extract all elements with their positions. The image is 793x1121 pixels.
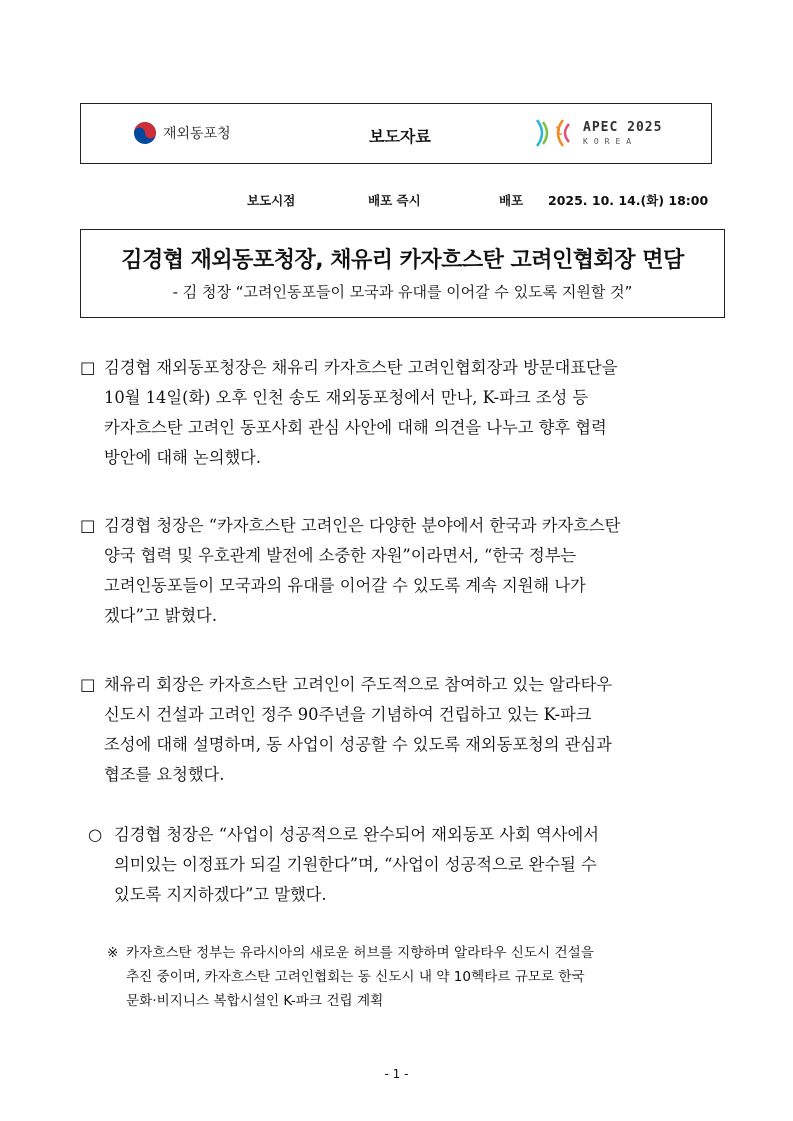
paragraph-line: 김경협 청장은 “카자흐스탄 고려인은 다양한 분야에서 한국과 카자흐스탄 [104,516,621,535]
apec-subtitle: KOREA [583,136,638,146]
page-number: - 1 - [384,1067,409,1081]
apec-logo [533,116,662,150]
headline-box [80,229,725,318]
headline-title: 김경협 재외동포청장, 채유리 카자흐스탄 고려인협회장 면담 [121,248,684,273]
note-line: 카자흐스탄 정부는 유라시아의 새로운 허브를 지향하며 알라타우 신도시 건설을 [126,945,594,961]
organization-logo [133,121,231,145]
apec-emblem-icon [533,116,577,150]
paragraph-line: 채유리 회장은 카자흐스탄 고려인이 주도적으로 참여하고 있는 알라타우 [104,675,613,694]
organization-name: 재외동포청 [163,126,231,142]
paragraph-line: 양국 협력 및 우호관계 발전에 소중한 자원”이라면서, “한국 정부는 [104,546,577,565]
paragraph-line: 의미있는 이정표가 되길 기원한다”며, “사업이 성공적으로 완수될 수 [114,855,597,874]
paragraph-1 [80,353,720,473]
checkbox-bullet: □ [80,516,96,535]
taegeuk-emblem-icon [133,121,157,145]
paragraph-line: 10월 14일(화) 오후 인천 송도 재외동포청에서 만나, K-파크 조성 등 [104,388,589,407]
sub-paragraph [88,820,718,910]
paragraph-line: 카자흐스탄 고려인 동포사회 관심 사안에 대해 의견을 나누고 향후 협력 [104,418,607,437]
reference-note [107,941,719,1013]
press-release-label: 보도자료 [369,127,431,146]
release-time-value: 배포 즉시 [368,193,421,208]
note-mark: ※ [107,945,119,961]
paragraph-line: 조성에 대해 설명하며, 동 사업이 성공할 수 있도록 재외동포청의 관심과 [104,735,612,754]
headline-subtitle: - 김 청장 “고려인동포들이 모국과 유대를 이어갈 수 있도록 지원할 것” [172,283,633,301]
paragraph-line: 협조를 요청했다. [104,765,225,784]
paragraph-line: 고려인동포들이 모국과의 유대를 이어갈 수 있도록 계속 지원해 나가 [104,576,586,595]
paragraph-line: 방안에 대해 논의했다. [104,448,262,467]
release-time-label: 보도시점 [247,193,296,208]
paragraph-line: 있도록 지지하겠다”고 말했다. [114,885,327,904]
paragraph-3 [80,670,720,790]
release-date-value: 2025. 10. 14.(화) 18:00 [548,193,709,208]
note-line: 추진 중이며, 카자흐스탄 고려인협회는 동 신도시 내 약 10헥타르 규모로 한국 [126,969,585,985]
checkbox-bullet: □ [80,675,96,694]
note-line: 문화·비지니스 복합시설인 K-파크 건립 계획 [126,993,384,1009]
circle-bullet: ○ [88,825,103,844]
paragraph-line: 김경협 청장은 “사업이 성공적으로 완수되어 재외동포 사회 역사에서 [114,825,599,844]
paragraph-2 [80,511,720,631]
paragraph-line: 겠다”고 밝혔다. [104,606,218,625]
checkbox-bullet: □ [80,358,96,377]
paragraph-line: 신도시 건설과 고려인 정주 90주년을 기념하여 건립하고 있는 K-파크 [104,705,592,724]
apec-title: APEC 2025 [583,119,663,135]
press-header-box [80,103,712,164]
paragraph-line: 김경협 재외동포청장은 채유리 카자흐스탄 고려인협회장과 방문대표단을 [104,358,618,377]
release-date-label: 배포 [499,193,524,208]
